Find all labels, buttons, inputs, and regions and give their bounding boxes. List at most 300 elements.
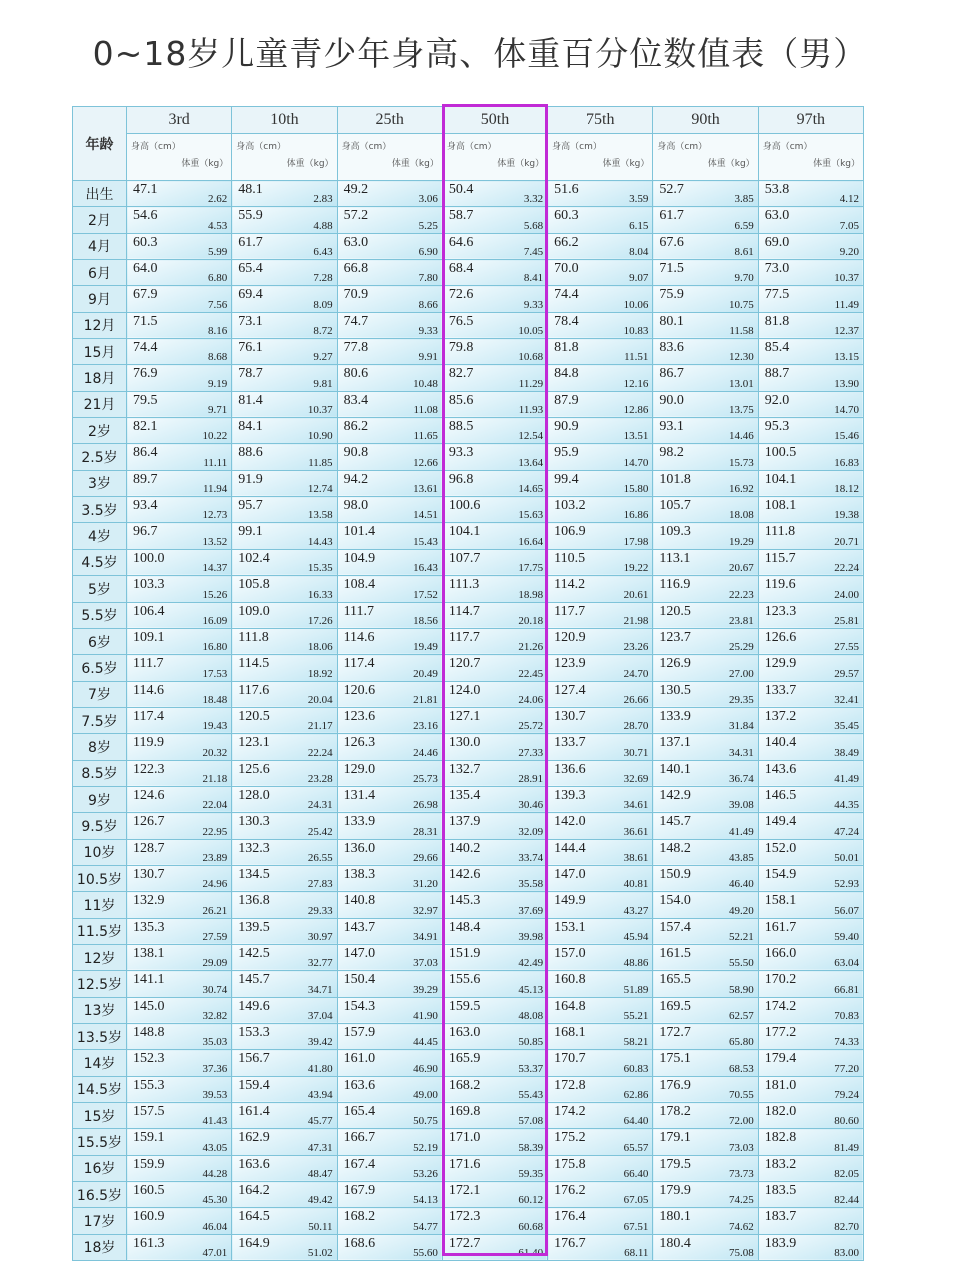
- weight-value: 20.67: [728, 562, 754, 575]
- weight-value: 10.06: [623, 298, 649, 311]
- height-value: 47.1: [133, 182, 158, 197]
- weight-value: 18.92: [307, 667, 333, 680]
- age-cell: 13.5岁: [73, 1024, 127, 1050]
- height-value: 129.0: [343, 761, 376, 777]
- weight-value: 17.98: [623, 535, 649, 548]
- height-value: 145.7: [238, 972, 270, 988]
- value-cell: [758, 681, 863, 707]
- height-value: 61.7: [238, 234, 263, 250]
- value-cell: [548, 1103, 653, 1129]
- table-row: [73, 734, 864, 760]
- weight-value: 25.73: [413, 772, 438, 785]
- weight-value: 15.43: [413, 535, 438, 548]
- age-cell: 4.5岁: [73, 549, 127, 575]
- value-cell: [653, 786, 758, 812]
- weight-value: 18.06: [307, 641, 333, 654]
- unit-header-cell: [442, 134, 547, 181]
- height-value: 126.6: [764, 629, 797, 645]
- value-cell: [653, 576, 758, 602]
- height-value: 65.4: [238, 261, 263, 277]
- value-cell: [548, 602, 653, 628]
- weight-value: 5.99: [208, 246, 228, 259]
- height-value: 161.4: [238, 1104, 270, 1120]
- value-cell: [337, 1155, 442, 1181]
- weight-value: 13.61: [413, 483, 438, 496]
- height-value: 110.5: [554, 550, 586, 566]
- height-value: 111.7: [343, 603, 375, 619]
- height-value: 152.3: [133, 1051, 165, 1067]
- value-cell: [548, 786, 653, 812]
- value-cell: [442, 681, 547, 707]
- height-value: 120.7: [448, 656, 481, 672]
- weight-value: 39.08: [728, 799, 754, 812]
- value-cell: [442, 576, 547, 602]
- height-value: 154.9: [764, 866, 797, 882]
- value-cell: [758, 1155, 863, 1181]
- value-cell: [442, 497, 547, 523]
- height-value: 87.9: [554, 392, 579, 408]
- weight-value: 28.31: [413, 825, 438, 838]
- value-cell: [232, 865, 337, 891]
- value-cell: [758, 602, 863, 628]
- weight-unit-label: 体重（kg）: [286, 159, 334, 169]
- value-cell: [442, 418, 547, 444]
- value-cell: [758, 734, 863, 760]
- weight-value: 82.05: [834, 1168, 859, 1181]
- weight-value: 3.32: [523, 193, 544, 206]
- age-cell: 3.5岁: [73, 497, 127, 523]
- value-cell: [758, 892, 863, 918]
- weight-value: 22.23: [728, 588, 754, 601]
- age-cell: 12岁: [73, 944, 127, 970]
- age-cell: 9月: [73, 286, 127, 312]
- age-cell: 2.5岁: [73, 444, 127, 470]
- weight-value: 25.72: [518, 720, 544, 733]
- height-value: 88.6: [238, 445, 263, 461]
- value-cell: [232, 734, 337, 760]
- value-cell: [653, 365, 758, 391]
- weight-value: 61.40: [518, 1247, 544, 1260]
- weight-value: 9.91: [418, 351, 438, 364]
- height-value: 67.9: [133, 287, 158, 303]
- height-value: 114.6: [133, 682, 164, 698]
- weight-value: 67.51: [623, 1220, 649, 1233]
- value-cell: [337, 286, 442, 312]
- value-cell: [653, 1208, 758, 1234]
- weight-value: 9.20: [839, 246, 859, 259]
- weight-value: 9.27: [313, 351, 333, 364]
- value-cell: [653, 339, 758, 365]
- weight-value: 47.31: [307, 1141, 333, 1154]
- value-cell: [548, 1024, 653, 1050]
- weight-value: 15.35: [307, 562, 333, 575]
- height-unit-label: 身高（cm）: [657, 142, 708, 152]
- weight-value: 11.29: [518, 377, 544, 390]
- value-cell: [548, 839, 653, 865]
- height-value: 181.0: [764, 1077, 797, 1093]
- weight-value: 3.59: [629, 193, 649, 206]
- unit-header-cell: [653, 134, 758, 181]
- height-value: 168.1: [554, 1025, 586, 1040]
- table-row: [73, 470, 864, 496]
- value-cell: [232, 786, 337, 812]
- table-row: [73, 997, 864, 1023]
- height-value: 111.3: [448, 577, 480, 593]
- age-cell: 出生: [73, 181, 127, 207]
- value-cell: [548, 444, 653, 470]
- value-cell: [232, 707, 337, 733]
- page-title: 0~18岁儿童青少年身高、体重百分位数值表（男）: [92, 34, 868, 73]
- value-cell: [653, 839, 758, 865]
- value-cell: [337, 233, 442, 259]
- value-cell: [337, 1050, 442, 1076]
- weight-value: 41.49: [728, 825, 754, 838]
- height-value: 72.6: [448, 287, 474, 303]
- height-value: 66.2: [554, 234, 579, 250]
- height-value: 138.1: [133, 945, 165, 961]
- height-value: 52.7: [659, 182, 684, 197]
- weight-value: 27.33: [518, 746, 544, 759]
- value-cell: [653, 681, 758, 707]
- value-cell: [442, 207, 547, 233]
- height-value: 135.3: [133, 919, 165, 935]
- height-value: 161.5: [659, 945, 691, 961]
- weight-value: 14.43: [307, 535, 333, 548]
- value-cell: [653, 418, 758, 444]
- height-value: 130.7: [133, 866, 165, 882]
- table-row: [73, 418, 864, 444]
- table-row: [73, 1234, 864, 1260]
- height-value: 139.5: [238, 919, 270, 935]
- height-value: 174.2: [764, 998, 797, 1014]
- value-cell: [232, 839, 337, 865]
- value-cell: [337, 681, 442, 707]
- weight-value: 44.28: [202, 1168, 228, 1181]
- height-value: 63.0: [764, 208, 790, 224]
- height-value: 131.4: [343, 787, 376, 803]
- value-cell: [232, 1129, 337, 1155]
- value-cell: [337, 839, 442, 865]
- weight-value: 13.75: [728, 404, 754, 417]
- value-cell: [548, 944, 653, 970]
- value-cell: [232, 286, 337, 312]
- value-cell: [232, 918, 337, 944]
- height-value: 140.1: [659, 761, 691, 777]
- weight-value: 29.33: [307, 904, 333, 917]
- value-cell: [232, 1234, 337, 1260]
- weight-value: 80.60: [834, 1115, 859, 1128]
- height-value: 73.1: [238, 313, 263, 329]
- value-cell: [337, 918, 442, 944]
- height-value: 130.0: [448, 735, 481, 751]
- height-value: 120.5: [238, 708, 270, 724]
- weight-value: 14.51: [413, 509, 438, 522]
- weight-value: 8.16: [208, 325, 228, 338]
- value-cell: [548, 813, 653, 839]
- height-value: 61.7: [659, 208, 684, 224]
- value-cell: [127, 1129, 232, 1155]
- value-cell: [548, 734, 653, 760]
- height-value: 114.6: [343, 629, 375, 645]
- weight-value: 17.75: [518, 562, 544, 575]
- value-cell: [127, 1103, 232, 1129]
- height-value: 170.7: [554, 1051, 586, 1067]
- height-value: 114.5: [238, 656, 270, 672]
- height-value: 166.0: [764, 945, 797, 961]
- value-cell: [232, 681, 337, 707]
- height-value: 78.7: [238, 366, 263, 382]
- value-cell: [232, 312, 337, 338]
- height-value: 158.1: [764, 893, 797, 909]
- weight-value: 10.37: [834, 272, 859, 285]
- height-value: 169.5: [659, 998, 691, 1014]
- height-value: 166.7: [343, 1130, 376, 1146]
- value-cell: [232, 1155, 337, 1181]
- weight-value: 36.61: [623, 825, 649, 838]
- value-cell: [337, 549, 442, 575]
- value-cell: [127, 391, 232, 417]
- weight-unit-label: 体重（kg）: [497, 159, 545, 169]
- height-value: 175.2: [554, 1130, 586, 1146]
- height-value: 106.4: [133, 603, 165, 619]
- table-row: [73, 312, 864, 338]
- age-cell: 18月: [73, 365, 127, 391]
- weight-value: 46.04: [202, 1220, 228, 1233]
- weight-value: 10.05: [518, 325, 544, 338]
- value-cell: [758, 786, 863, 812]
- value-cell: [758, 312, 863, 338]
- weight-value: 25.81: [834, 614, 859, 627]
- value-cell: [337, 628, 442, 654]
- height-value: 109.0: [238, 603, 270, 619]
- height-value: 168.2: [343, 1209, 376, 1225]
- table-row: [73, 971, 864, 997]
- value-cell: [758, 918, 863, 944]
- height-value: 164.2: [238, 1183, 270, 1199]
- value-cell: [337, 1076, 442, 1102]
- height-value: 95.9: [554, 445, 579, 461]
- weight-value: 13.15: [834, 351, 859, 364]
- value-cell: [653, 1155, 758, 1181]
- weight-value: 39.42: [307, 1036, 333, 1049]
- weight-value: 42.49: [518, 957, 544, 970]
- height-value: 103.3: [133, 577, 165, 593]
- value-cell: [232, 1182, 337, 1208]
- weight-value: 62.57: [728, 1010, 754, 1022]
- weight-value: 15.46: [834, 430, 859, 443]
- value-cell: [653, 760, 758, 786]
- height-value: 153.1: [554, 919, 586, 935]
- table-row: [73, 655, 864, 681]
- weight-value: 11.85: [308, 456, 333, 469]
- value-cell: [127, 260, 232, 286]
- height-value: 114.7: [448, 603, 480, 619]
- height-value: 154.0: [659, 893, 691, 909]
- height-value: 176.2: [554, 1183, 586, 1199]
- height-value: 75.9: [659, 287, 684, 303]
- height-value: 74.7: [343, 313, 369, 329]
- value-cell: [653, 1182, 758, 1208]
- weight-value: 79.24: [834, 1089, 859, 1102]
- height-value: 76.9: [133, 366, 158, 382]
- value-cell: [442, 1182, 547, 1208]
- weight-unit-label: 体重（kg）: [813, 159, 860, 169]
- weight-value: 39.29: [413, 983, 438, 996]
- height-value: 163.0: [448, 1025, 481, 1040]
- age-cell: 6月: [73, 260, 127, 286]
- weight-unit-label: 体重（kg）: [391, 159, 439, 169]
- value-cell: [653, 1024, 758, 1050]
- height-value: 132.9: [133, 893, 165, 909]
- weight-value: 47.24: [834, 825, 859, 838]
- weight-value: 29.57: [834, 667, 859, 680]
- height-value: 113.1: [659, 550, 691, 566]
- height-value: 172.7: [448, 1235, 481, 1251]
- weight-value: 5.68: [523, 219, 544, 232]
- height-value: 99.1: [238, 524, 263, 540]
- value-cell: [127, 549, 232, 575]
- weight-value: 74.33: [834, 1036, 859, 1049]
- weight-value: 18.98: [518, 588, 544, 601]
- height-value: 159.4: [238, 1077, 270, 1093]
- weight-value: 24.96: [202, 878, 228, 891]
- age-cell: 2岁: [73, 418, 127, 444]
- age-cell: 14.5岁: [73, 1076, 127, 1102]
- height-value: 55.9: [238, 208, 263, 224]
- value-cell: [653, 892, 758, 918]
- weight-value: 10.37: [307, 404, 333, 417]
- value-cell: [127, 707, 232, 733]
- weight-value: 41.90: [413, 1010, 438, 1022]
- age-cell: 3岁: [73, 470, 127, 496]
- value-cell: [442, 944, 547, 970]
- value-cell: [442, 549, 547, 575]
- height-value: 141.1: [133, 972, 165, 988]
- weight-value: 16.83: [834, 456, 859, 469]
- height-value: 129.9: [764, 656, 797, 672]
- height-value: 71.5: [659, 261, 684, 277]
- weight-value: 41.49: [834, 772, 859, 785]
- value-cell: [232, 813, 337, 839]
- height-value: 155.6: [448, 972, 481, 988]
- value-cell: [758, 339, 863, 365]
- age-cell: 17岁: [73, 1208, 127, 1234]
- value-cell: [548, 286, 653, 312]
- height-value: 74.4: [133, 340, 158, 356]
- height-value: 168.2: [448, 1077, 481, 1093]
- value-cell: [127, 523, 232, 549]
- height-value: 179.9: [659, 1183, 691, 1199]
- age-cell: 4岁: [73, 523, 127, 549]
- value-cell: [337, 391, 442, 417]
- weight-value: 58.90: [728, 983, 754, 996]
- weight-value: 39.98: [518, 930, 544, 943]
- height-value: 70.9: [343, 287, 369, 303]
- height-value: 147.0: [554, 866, 586, 882]
- weight-value: 10.90: [307, 430, 333, 443]
- weight-value: 83.00: [834, 1247, 859, 1260]
- value-cell: [548, 1234, 653, 1260]
- value-cell: [232, 418, 337, 444]
- value-cell: [548, 523, 653, 549]
- height-value: 119.6: [764, 577, 796, 593]
- weight-value: 8.09: [313, 298, 333, 311]
- value-cell: [337, 1024, 442, 1050]
- height-value: 171.6: [448, 1156, 481, 1172]
- height-value: 66.8: [343, 261, 369, 277]
- value-cell: [232, 1050, 337, 1076]
- value-cell: [232, 470, 337, 496]
- value-cell: [758, 1076, 863, 1102]
- weight-value: 12.37: [834, 325, 859, 338]
- height-value: 81.8: [764, 313, 790, 329]
- table-row: [73, 339, 864, 365]
- weight-value: 12.66: [413, 456, 438, 469]
- weight-value: 55.60: [413, 1247, 438, 1260]
- value-cell: [232, 1024, 337, 1050]
- value-cell: [653, 1103, 758, 1129]
- value-cell: [232, 944, 337, 970]
- height-value: 140.8: [343, 893, 376, 909]
- value-cell: [758, 1024, 863, 1050]
- value-cell: [442, 628, 547, 654]
- weight-value: 37.36: [202, 1062, 228, 1075]
- percentile-header-3rd: 3rd: [127, 107, 232, 134]
- value-cell: [337, 444, 442, 470]
- weight-value: 65.80: [728, 1036, 754, 1049]
- weight-value: 26.98: [413, 799, 438, 812]
- value-cell: [758, 707, 863, 733]
- weight-unit-label: 体重（kg）: [181, 159, 229, 169]
- age-cell: 7.5岁: [73, 707, 127, 733]
- value-cell: [548, 233, 653, 259]
- unit-header-cell: [127, 134, 232, 181]
- value-cell: [127, 1050, 232, 1076]
- weight-value: 31.20: [413, 878, 438, 891]
- weight-value: 37.03: [413, 957, 438, 970]
- height-value: 123.7: [659, 629, 691, 645]
- height-value: 100.5: [764, 445, 797, 461]
- weight-value: 26.66: [623, 693, 649, 706]
- age-cell: 11岁: [73, 892, 127, 918]
- percentile-header-25th: 25th: [337, 107, 442, 134]
- weight-value: 4.88: [313, 219, 333, 232]
- value-cell: [337, 655, 442, 681]
- value-cell: [127, 602, 232, 628]
- value-cell: [442, 734, 547, 760]
- height-value: 119.9: [133, 735, 164, 751]
- value-cell: [758, 839, 863, 865]
- height-value: 104.1: [448, 524, 481, 540]
- height-value: 117.7: [554, 603, 586, 619]
- weight-value: 64.40: [623, 1115, 649, 1128]
- value-cell: [548, 681, 653, 707]
- height-unit-label: 身高（cm）: [446, 142, 497, 152]
- height-value: 69.0: [764, 234, 790, 250]
- height-value: 157.5: [133, 1104, 165, 1120]
- weight-value: 11.58: [729, 325, 754, 338]
- height-value: 137.9: [448, 814, 481, 830]
- height-value: 77.8: [343, 340, 369, 356]
- weight-value: 22.04: [202, 799, 228, 812]
- height-value: 160.8: [554, 972, 586, 988]
- weight-value: 24.31: [307, 799, 333, 812]
- height-value: 130.3: [238, 814, 270, 830]
- value-cell: [127, 497, 232, 523]
- height-value: 102.4: [238, 550, 270, 566]
- value-cell: [232, 523, 337, 549]
- height-value: 120.6: [343, 682, 376, 698]
